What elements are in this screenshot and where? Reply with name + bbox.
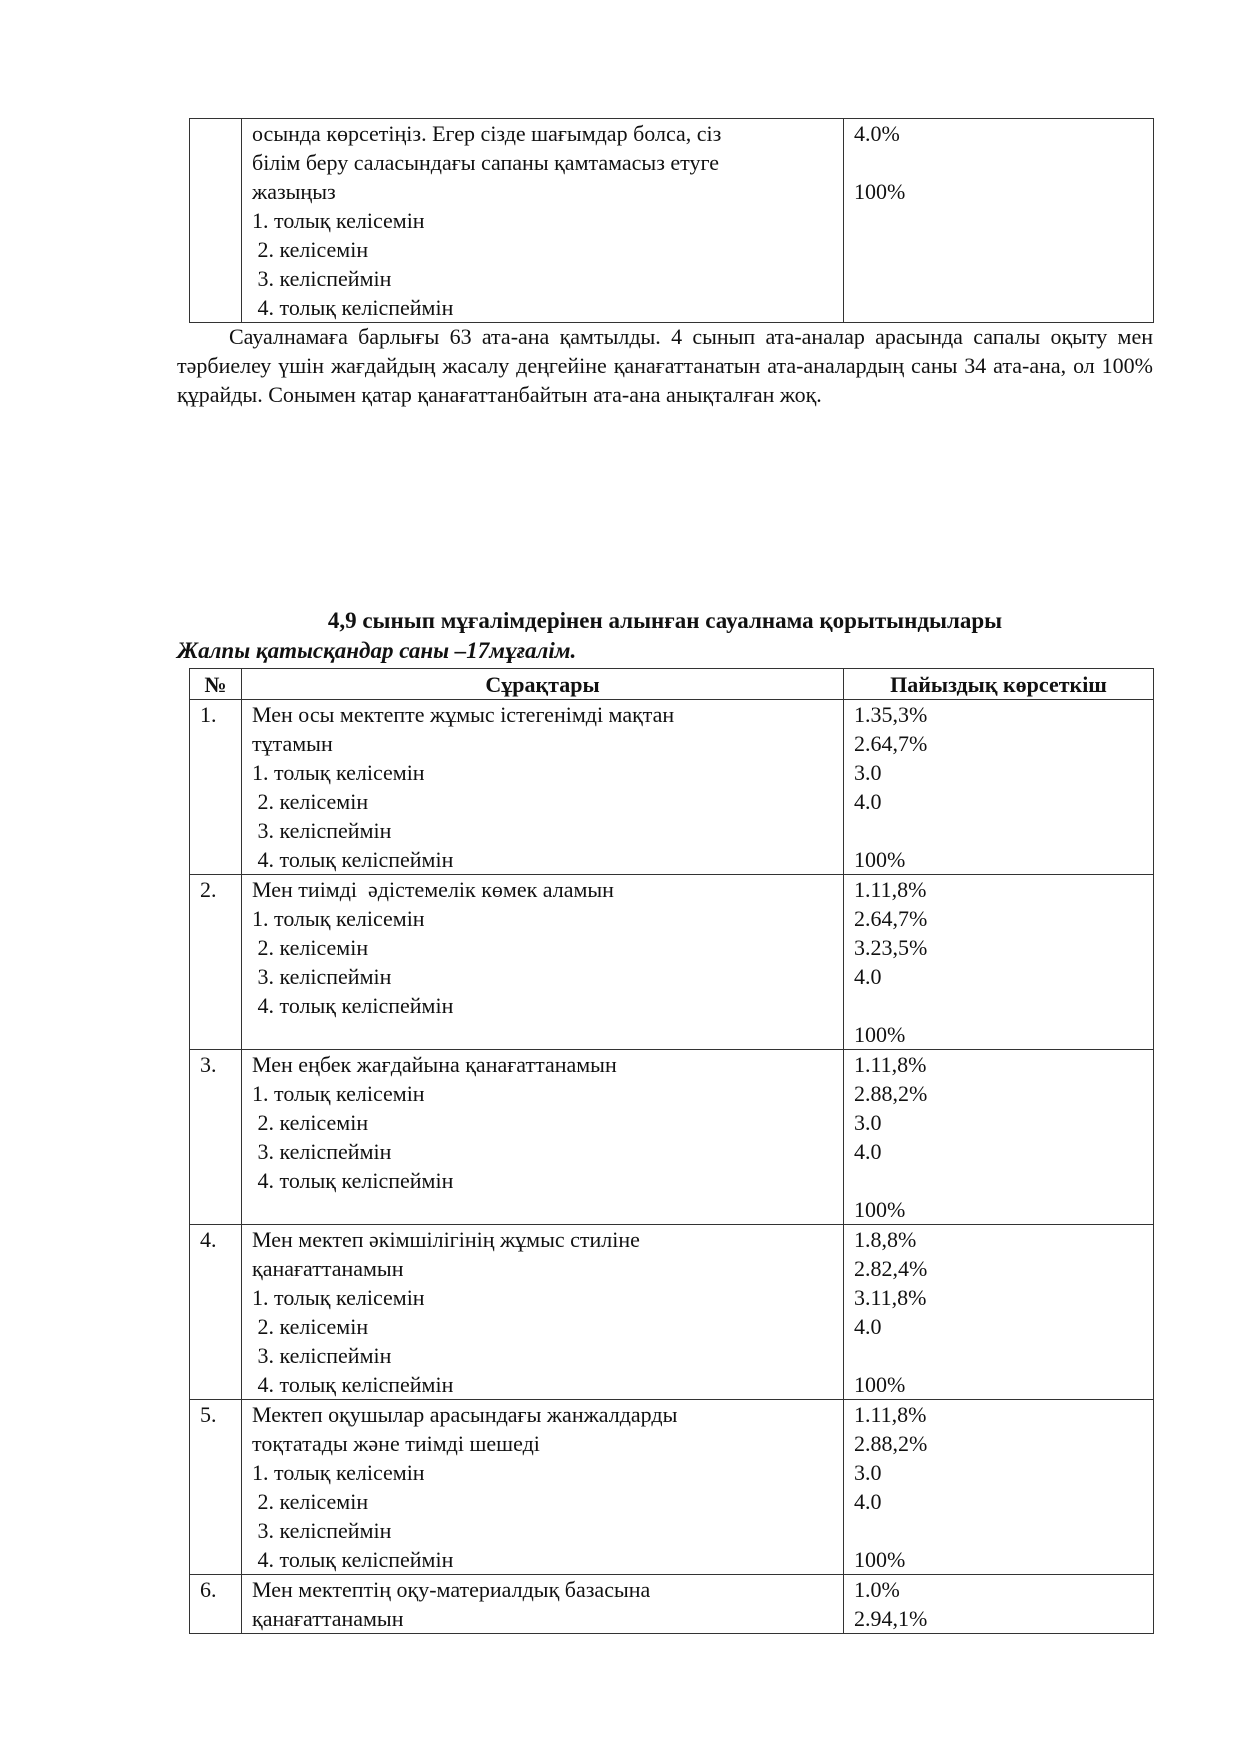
percent-line: 1.11,8%: [854, 1402, 927, 1427]
question-line: Мен осы мектепте жұмыс істегенімді мақтан: [252, 702, 675, 727]
percent-line: 2.88,2%: [854, 1081, 928, 1106]
question-line: 4. толық келіспеймін: [252, 1372, 454, 1397]
question-line: [252, 1195, 833, 1224]
percent-line: 2.64,7%: [854, 731, 928, 756]
header-questions: Сұрақтары: [242, 669, 844, 700]
row-number-cell: 4.: [190, 1225, 242, 1400]
question-line: 3. келіспеймін: [252, 964, 392, 989]
row-number-cell: 5.: [190, 1400, 242, 1575]
table-row: [190, 875, 1154, 1050]
question-line: жазыңыз: [252, 179, 336, 204]
question-line: 1. толық келісемін: [252, 1285, 425, 1310]
percent-line: [854, 148, 1143, 177]
table-header-row: [190, 669, 1154, 700]
percent-line: [854, 816, 1143, 845]
row-number-cell: 6.: [190, 1575, 242, 1634]
percent-line: 1.11,8%: [854, 1052, 927, 1077]
question-line: 3. келіспеймін: [252, 1518, 392, 1543]
percent-line: 4.0: [854, 789, 882, 814]
percent-line: 3.0: [854, 1110, 882, 1135]
table-row: [190, 119, 1154, 323]
percent-cell: [844, 119, 1154, 323]
percent-line: 4.0: [854, 1139, 882, 1164]
percent-line: 100%: [854, 1197, 906, 1222]
percent-line: 3.23,5%: [854, 935, 928, 960]
percent-line: 4.0: [854, 964, 882, 989]
participants-count: Жалпы қатысқандар саны –17мұғалім.: [177, 638, 577, 663]
teacher-survey-table: [189, 668, 1154, 1634]
percent-line: 2.64,7%: [854, 906, 928, 931]
question-line: 1. толық келісемін: [252, 906, 425, 931]
header-number: №: [190, 669, 242, 700]
question-line: 4. толық келіспеймін: [252, 295, 454, 320]
percent-line: 4.0%: [854, 121, 900, 146]
question-line: 1. толық келісемін: [252, 760, 425, 785]
question-line: 4. толық келіспеймін: [252, 1168, 454, 1193]
question-line: білім беру саласындағы сапаны қамтамасыз етуге: [252, 150, 719, 175]
question-line: тоқтатады және тиімді шешеді: [252, 1431, 540, 1456]
question-line: [252, 1020, 833, 1049]
percent-line: 3.0: [854, 760, 882, 785]
percent-line: 2.82,4%: [854, 1256, 928, 1281]
percent-line: 100%: [854, 1547, 906, 1572]
percent-cell: [844, 1400, 1154, 1575]
percent-line: 1.35,3%: [854, 702, 928, 727]
percent-line: 100%: [854, 847, 906, 872]
row-number-cell: 2.: [190, 875, 242, 1050]
percent-line: 3.0: [854, 1460, 882, 1485]
row-number-cell: 3.: [190, 1050, 242, 1225]
question-cell: [242, 700, 844, 875]
percent-cell: [844, 1575, 1154, 1634]
percent-line: 1.0%: [854, 1577, 900, 1602]
question-line: 1. толық келісемін: [252, 1460, 425, 1485]
percent-line: 3.11,8%: [854, 1285, 927, 1310]
question-line: Мен еңбек жағдайына қанағаттанамын: [252, 1052, 617, 1077]
percent-line: 4.0: [854, 1314, 882, 1339]
question-cell: [242, 875, 844, 1050]
question-line: 2. келісемін: [252, 1110, 369, 1135]
percent-line: 100%: [854, 179, 906, 204]
percent-cell: [844, 1225, 1154, 1400]
question-cell: [242, 1225, 844, 1400]
percent-line: [854, 1516, 1143, 1545]
question-line: 1. толық келісемін: [252, 1081, 425, 1106]
question-line: 3. келіспеймін: [252, 266, 392, 291]
question-line: 2. келісемін: [252, 237, 369, 262]
question-cell: [242, 1050, 844, 1225]
percent-line: 100%: [854, 1022, 906, 1047]
question-cell: [242, 119, 844, 323]
table-row: [190, 1050, 1154, 1225]
question-line: осында көрсетіңіз. Егер сізде шағымдар болса, сіз: [252, 121, 722, 146]
section-heading: 4,9 сынып мұғалімдерінен алынған сауалнама қорытындылары: [327, 608, 1003, 633]
percent-line: [854, 1341, 1143, 1370]
table-row: [190, 1225, 1154, 1400]
question-line: 1. толық келісемін: [252, 208, 425, 233]
percent-cell: [844, 700, 1154, 875]
table-row: [190, 1575, 1154, 1634]
question-line: 3. келіспеймін: [252, 1343, 392, 1368]
question-line: 2. келісемін: [252, 789, 369, 814]
question-line: қанағаттанамын: [252, 1606, 404, 1631]
table-row: [190, 700, 1154, 875]
percent-line: 1.8,8%: [854, 1227, 917, 1252]
percent-line: 100%: [854, 1372, 906, 1397]
question-line: тұтамын: [252, 731, 333, 756]
table-row: [190, 1400, 1154, 1575]
row-number-cell: [190, 119, 242, 323]
question-line: Мен мектеп әкімшілігінің жұмыс стиліне: [252, 1227, 640, 1252]
question-line: Мен тиімді әдістемелік көмек аламын: [252, 877, 614, 902]
question-cell: [242, 1575, 844, 1634]
percent-line: [854, 1166, 1143, 1195]
question-line: 3. келіспеймін: [252, 1139, 392, 1164]
question-line: 2. келісемін: [252, 935, 369, 960]
question-line: 2. келісемін: [252, 1489, 369, 1514]
percent-line: 2.88,2%: [854, 1431, 928, 1456]
question-line: 4. толық келіспеймін: [252, 993, 454, 1018]
percent-line: 4.0: [854, 1489, 882, 1514]
question-line: 4. толық келіспеймін: [252, 1547, 454, 1572]
percent-cell: [844, 1050, 1154, 1225]
row-number-cell: 1.: [190, 700, 242, 875]
question-line: қанағаттанамын: [252, 1256, 404, 1281]
percent-cell: [844, 875, 1154, 1050]
question-line: 3. келіспеймін: [252, 818, 392, 843]
summary-text: Сауалнамаға барлығы 63 ата-ана қамтылды. 4 сынып ата-аналар арасында сапалы оқыту мен тәрбиелеу үшін жағдайдың жасалу деңгейіне қанағаттанатын ата-аналардың саны 34 ата-ана, ол 100% құрайды. Сонымен қатар қанағаттанбайтын ата-ана анықталған жоқ.: [177, 324, 1153, 407]
question-line: 4. толық келіспеймін: [252, 847, 454, 872]
question-line: Мектеп оқушылар арасындағы жанжалдарды: [252, 1402, 678, 1427]
header-percent: Пайыздық көрсеткіш: [844, 669, 1154, 700]
percent-line: 1.11,8%: [854, 877, 927, 902]
percent-line: 2.94,1%: [854, 1606, 928, 1631]
summary-paragraph: [177, 322, 1153, 409]
continued-survey-table: [189, 118, 1154, 323]
percent-line: [854, 991, 1143, 1020]
question-line: 2. келісемін: [252, 1314, 369, 1339]
question-line: Мен мектептің оқу-материалдық базасына: [252, 1577, 651, 1602]
question-cell: [242, 1400, 844, 1575]
